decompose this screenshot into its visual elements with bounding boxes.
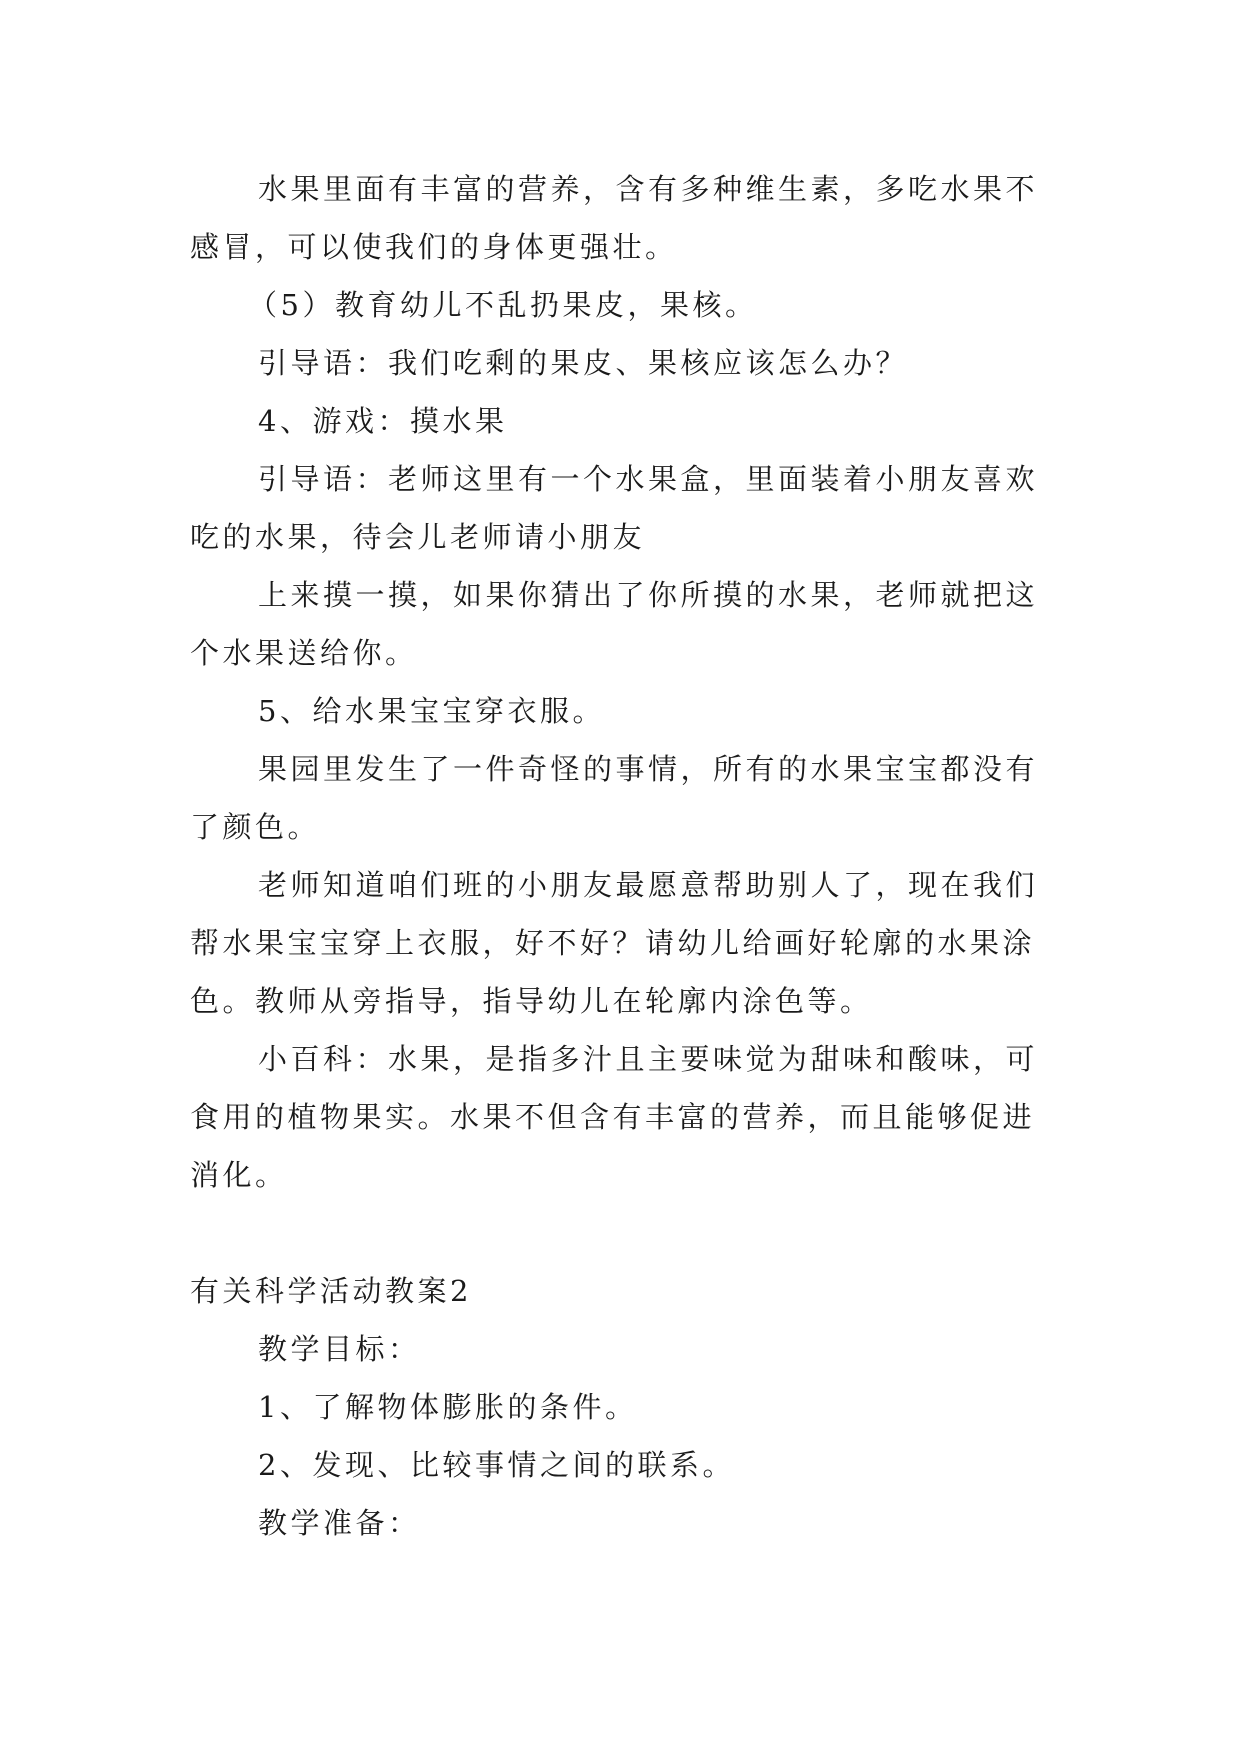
document-body	[190, 160, 1065, 1552]
paragraph-step-5-dress: 5、给水果宝宝穿衣服。	[258, 694, 605, 728]
paragraph-orchard-story: 果园里发生了一件奇怪的事情，所有的水果宝宝都没有了颜色。	[190, 752, 1039, 844]
paragraph-fruit-nutrition: 水果里面有丰富的营养，含有多种维生素，多吃水果不感冒，可以使我们的身体更强壮。	[190, 172, 1039, 264]
section-title: 有关科学活动教案2	[190, 1274, 472, 1308]
paragraph-step-4-game: 4、游戏：摸水果	[258, 404, 508, 438]
paragraph-teacher-coloring: 老师知道咱们班的小朋友最愿意帮助别人了，现在我们帮水果宝宝穿上衣服，好不好？请幼儿给画好轮廓的水果涂色。教师从旁指导，指导幼儿在轮廓内涂色等。	[190, 868, 1039, 1018]
paragraph-touch-fruit: 上来摸一摸，如果你猜出了你所摸的水果，老师就把这个水果送给你。	[190, 578, 1039, 670]
paragraph-teaching-goals: 教学目标：	[258, 1332, 421, 1366]
paragraph-goal-1: 1、了解物体膨胀的条件。	[258, 1390, 638, 1424]
paragraph-goal-2: 2、发现、比较事情之间的联系。	[258, 1448, 735, 1482]
paragraph-teaching-prep: 教学准备：	[258, 1506, 421, 1540]
paragraph-guide-peel: 引导语：我们吃剩的果皮、果核应该怎么办？	[258, 346, 909, 380]
paragraph-guide-fruit-box: 引导语：老师这里有一个水果盒，里面装着小朋友喜欢吃的水果，待会儿老师请小朋友	[190, 462, 1039, 554]
paragraph-encyclopedia: 小百科：水果，是指多汁且主要味觉为甜味和酸味，可食用的植物果实。水果不但含有丰富的营养，而且能够促进消化。	[190, 1042, 1039, 1192]
paragraph-step-5-litter: （5）教育幼儿不乱扔果皮，果核。	[248, 288, 758, 322]
